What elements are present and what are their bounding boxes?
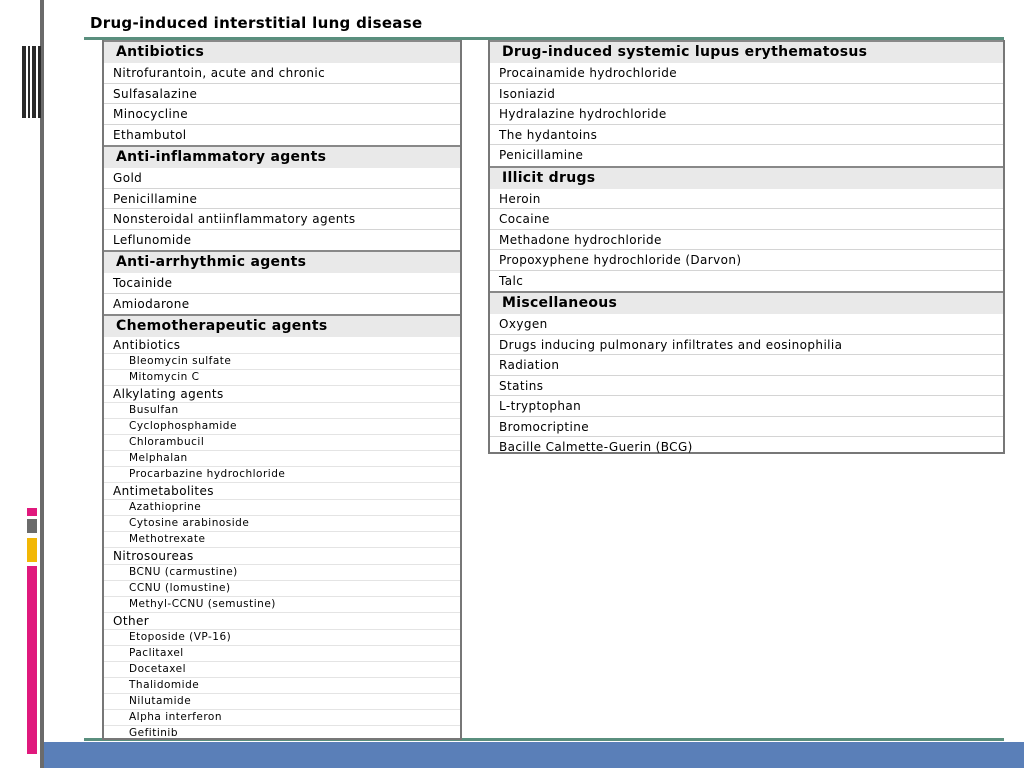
drug-subitem: Methyl-CCNU (semustine) [104, 597, 460, 613]
drug-subitem: Cyclophosphamide [104, 419, 460, 435]
table-section [104, 145, 460, 250]
drug-item: Isoniazid [490, 84, 1003, 105]
drug-subitem: Cytosine arabinoside [104, 516, 460, 532]
table-section [104, 40, 460, 145]
accent-pink-tall [27, 566, 37, 754]
drug-item: Bromocriptine [490, 417, 1003, 438]
section-heading: Illicit drugs [490, 166, 1003, 189]
drug-item: Gold [104, 168, 460, 189]
drug-subitem: Chlorambucil [104, 435, 460, 451]
drug-subgroup-label: Nitrosoureas [104, 548, 460, 565]
drug-item: Drugs inducing pulmonary infiltrates and eosinophilia [490, 335, 1003, 356]
drug-subgroup-label: Antibiotics [104, 337, 460, 354]
drug-subitem: Paclitaxel [104, 646, 460, 662]
accent-gray [27, 519, 37, 533]
table-section [490, 291, 1003, 458]
drug-subgroup-label: Alkylating agents [104, 386, 460, 403]
drug-item: L-tryptophan [490, 396, 1003, 417]
section-heading: Anti-inflammatory agents [104, 145, 460, 168]
drug-subitem: Procarbazine hydrochloride [104, 467, 460, 483]
drug-subitem: Azathioprine [104, 500, 460, 516]
section-heading: Chemotherapeutic agents [104, 314, 460, 337]
table-section [490, 166, 1003, 292]
left-column [102, 40, 462, 740]
drug-item: Oxygen [490, 314, 1003, 335]
drug-item: Minocycline [104, 104, 460, 125]
table-section [104, 314, 460, 742]
drug-subitem: Docetaxel [104, 662, 460, 678]
drug-item: Nonsteroidal antiinflammatory agents [104, 209, 460, 230]
drug-subitem: Methotrexate [104, 532, 460, 548]
accent-yellow [27, 538, 37, 562]
drug-subitem: BCNU (carmustine) [104, 565, 460, 581]
drug-subitem: Busulfan [104, 403, 460, 419]
drug-item: Talc [499, 273, 524, 288]
section-heading: Antibiotics [104, 40, 460, 63]
drug-subgroup-label: Antimetabolites [104, 483, 460, 500]
table-section [490, 40, 1003, 166]
drug-subgroup-label: Other [104, 613, 460, 630]
drug-item: Hydralazine hydrochloride [490, 104, 1003, 125]
drug-item: Methadone hydrochloride [490, 230, 1003, 251]
section-heading: Anti-arrhythmic agents [104, 250, 460, 273]
drug-item: Cocaine [490, 209, 1003, 230]
drug-item: Tocainide [104, 273, 460, 294]
section-heading: Drug-induced systemic lupus erythematosus [490, 40, 1003, 63]
slide-deco-bars [22, 46, 42, 118]
drug-item: Ethambutol [113, 127, 187, 142]
drug-item: Leflunomide [113, 232, 192, 247]
right-column [488, 40, 1005, 454]
drug-subitem: Etoposide (VP-16) [104, 630, 460, 646]
drug-subitem: CCNU (lomustine) [104, 581, 460, 597]
drug-item: Propoxyphene hydrochloride (Darvon) [490, 250, 1003, 271]
drug-item: Amiodarone [113, 296, 190, 311]
slide-bottom-band [44, 742, 1024, 768]
drug-item: Heroin [490, 189, 1003, 210]
accent-pink-small [27, 508, 37, 516]
drug-subitem: Bleomycin sulfate [104, 354, 460, 370]
drug-item: Bacille Calmette-Guerin (BCG) [499, 440, 693, 454]
drug-subitem: Nilutamide [104, 694, 460, 710]
drug-item: Radiation [490, 355, 1003, 376]
drug-item: Penicillamine [499, 148, 584, 162]
drug-subitem: Alpha interferon [104, 710, 460, 726]
table-section [104, 250, 460, 314]
drug-subitem: Gefitinib [129, 727, 178, 739]
drug-subitem: Melphalan [104, 451, 460, 467]
drug-item: Statins [490, 376, 1003, 397]
drug-subitem: Mitomycin C [104, 370, 460, 386]
section-heading: Miscellaneous [490, 291, 1003, 314]
document-title: Drug-induced interstitial lung disease [90, 14, 423, 32]
drug-item: Procainamide hydrochloride [490, 63, 1003, 84]
drug-item: Nitrofurantoin, acute and chronic [104, 63, 460, 84]
drug-item: Sulfasalazine [104, 84, 460, 105]
drug-subitem: Thalidomide [104, 678, 460, 694]
drug-item: Penicillamine [104, 189, 460, 210]
drug-item: The hydantoins [490, 125, 1003, 146]
